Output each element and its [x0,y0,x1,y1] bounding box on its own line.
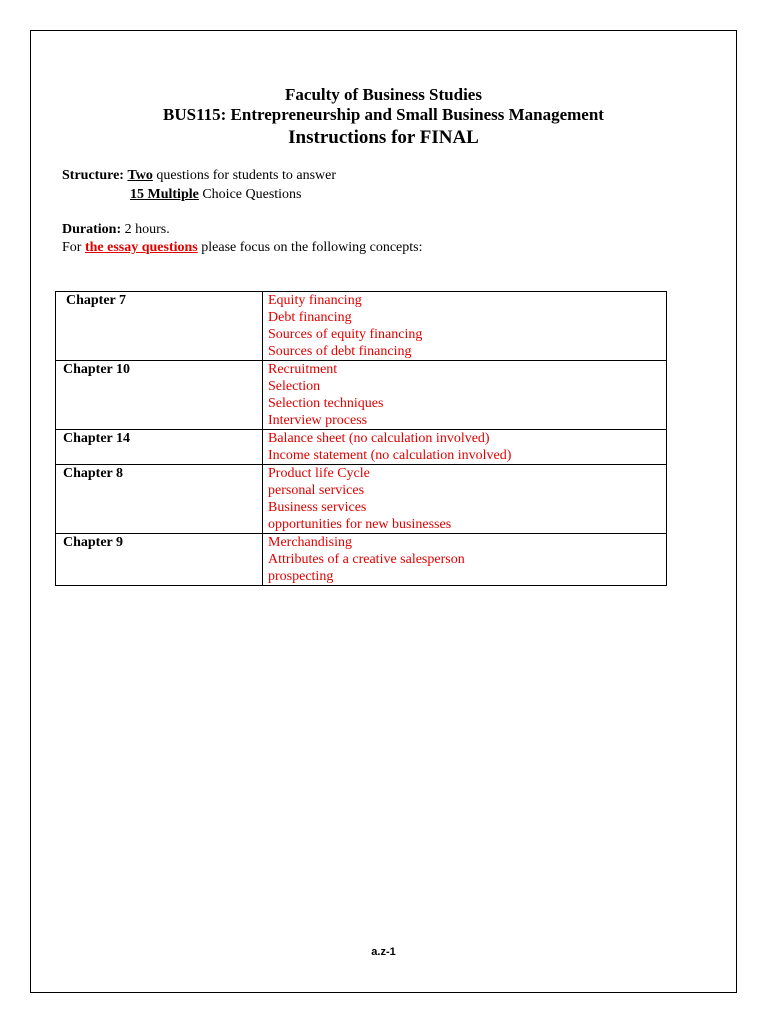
concept-item: Equity financing [268,293,362,308]
page-footer: a.z-1 [371,946,396,958]
concept-item: personal services [268,483,365,498]
concept-item: Balance sheet (no calculation involved) [268,431,490,446]
focus-suffix: please focus on the following concepts: [197,240,423,255]
table-row [56,430,667,465]
chapter-concepts [263,534,667,586]
structure-label: Structure: [62,168,124,183]
table-row [56,361,667,430]
concept-item: Income statement (no calculation involved) [268,448,512,463]
concept-item: Debt financing [268,310,352,325]
concept-item: Product life Cycle [268,466,370,481]
chapter-name: Chapter 14 [56,430,263,465]
concept-item: Interview process [268,413,368,428]
mcq-text: Choice Questions [198,187,302,202]
chapter-name: Chapter 10 [56,361,263,430]
duration-value: 2 hours. [121,222,170,237]
table-row [56,465,667,534]
concept-item: prospecting [268,569,334,584]
concept-item: Business services [268,500,367,515]
course-heading: BUS115: Entrepreneurship and Small Business Management [163,105,604,124]
chapter-name: Chapter 9 [56,534,263,586]
concept-item: Sources of equity financing [268,327,423,342]
chapter-concepts [263,430,667,465]
concept-item: opportunities for new businesses [268,517,452,532]
concept-item: Merchandising [268,535,352,550]
duration-line [62,221,170,238]
concept-item: Sources of debt financing [268,344,412,359]
chapter-concepts [263,361,667,430]
essay-questions-highlight: the essay questions [84,240,198,255]
focus-line [62,239,422,256]
concept-item: Selection [268,379,321,394]
mcq-count: 15 Multiple [130,187,199,202]
chapters-table [55,291,667,586]
table-row [56,534,667,586]
chapter-name: Chapter 7 [56,292,263,361]
faculty-heading: Faculty of Business Studies [285,85,482,104]
essay-text: questions for students to answer [152,168,337,183]
chapter-name: Chapter 8 [56,465,263,534]
table-row [56,292,667,361]
structure-line [62,167,336,184]
concept-item: Attributes of a creative salesperson [268,552,465,567]
concept-item: Selection techniques [268,396,384,411]
chapter-concepts [263,465,667,534]
focus-prefix: For [62,240,85,255]
duration-label: Duration: [62,222,122,237]
chapter-concepts [263,292,667,361]
concept-item: Recruitment [268,362,338,377]
mcq-line [130,186,302,203]
page-title: Instructions for FINAL [288,127,479,148]
essay-count: Two [127,168,153,183]
